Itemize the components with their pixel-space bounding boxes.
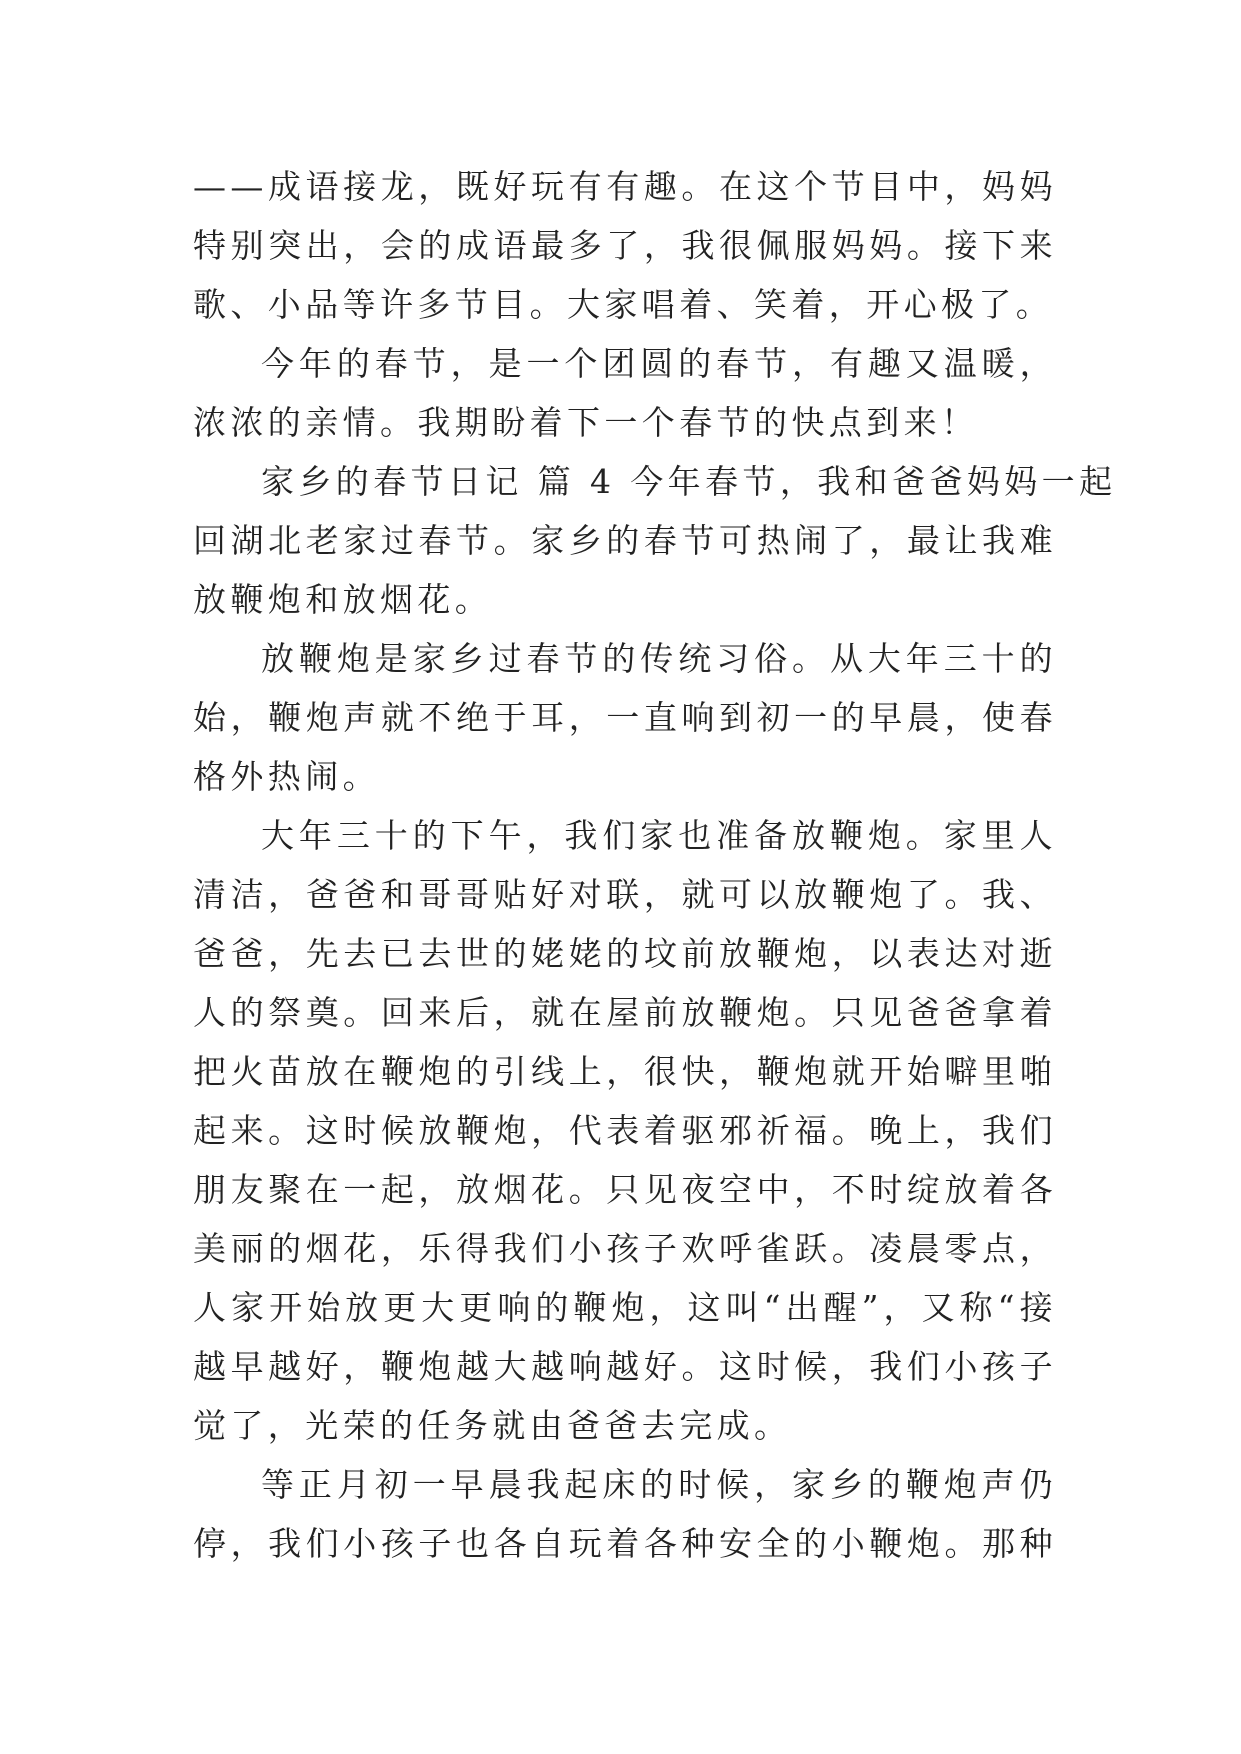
text-line: 浓浓的亲情。我期盼着下一个春节的快点到来！ [193, 403, 979, 442]
document-body [193, 157, 1117, 1573]
text-line: 等正月初一早晨我起床的时候，家乡的鞭炮声仍 [261, 1465, 1057, 1504]
text-line: 大年三十的下午，我们家也准备放鞭炮。家里人 [261, 816, 1057, 855]
text-line: 家乡的春节日记 篇 4 今年春节，我和爸爸妈妈一起 [261, 462, 1117, 501]
text-line: 觉了，光荣的任务就由爸爸去完成。 [193, 1406, 792, 1445]
text-line: 放鞭炮和放烟花。 [193, 580, 493, 619]
text-line: 始，鞭炮声就不绝于耳，一直响到初一的早晨，使春 [193, 698, 1057, 737]
text-line: 格外热闹。 [193, 757, 380, 796]
text-line: 今年的春节，是一个团圆的春节，有趣又温暖， [261, 344, 1057, 383]
text-line: 放鞭炮是家乡过春节的传统习俗。从大年三十的 [261, 639, 1057, 678]
text-line: 起来。这时候放鞭炮，代表着驱邪祈福。晚上，我们 [193, 1111, 1057, 1150]
text-line: 人的祭奠。回来后，就在屋前放鞭炮。只见爸爸拿着 [193, 993, 1057, 1032]
text-line: 停，我们小孩子也各自玩着各种安全的小鞭炮。那种 [193, 1524, 1057, 1563]
text-line: 把火苗放在鞭炮的引线上，很快，鞭炮就开始噼里啪 [193, 1052, 1057, 1091]
text-line: 爸爸，先去已去世的姥姥的坟前放鞭炮，以表达对逝 [193, 934, 1057, 973]
text-line: ——成语接龙，既好玩有有趣。在这个节目中，妈妈 [193, 167, 1057, 206]
text-line: 朋友聚在一起，放烟花。只见夜空中，不时绽放着各 [193, 1170, 1057, 1209]
text-line: 美丽的烟花，乐得我们小孩子欢呼雀跃。凌晨零点， [193, 1229, 1057, 1268]
text-line: 越早越好，鞭炮越大越响越好。这时候，我们小孩子 [193, 1347, 1057, 1386]
text-line: 歌、小品等许多节目。大家唱着、笑着，开心极了。 [193, 285, 1054, 324]
text-line: 人家开始放更大更响的鞭炮，这叫“出醒”，又称“接 [193, 1288, 1057, 1327]
text-line: 清洁，爸爸和哥哥贴好对联，就可以放鞭炮了。我、 [193, 875, 1057, 914]
text-line: 特别突出，会的成语最多了，我很佩服妈妈。接下来 [193, 226, 1057, 265]
text-line: 回湖北老家过春节。家乡的春节可热闹了，最让我难 [193, 521, 1057, 560]
